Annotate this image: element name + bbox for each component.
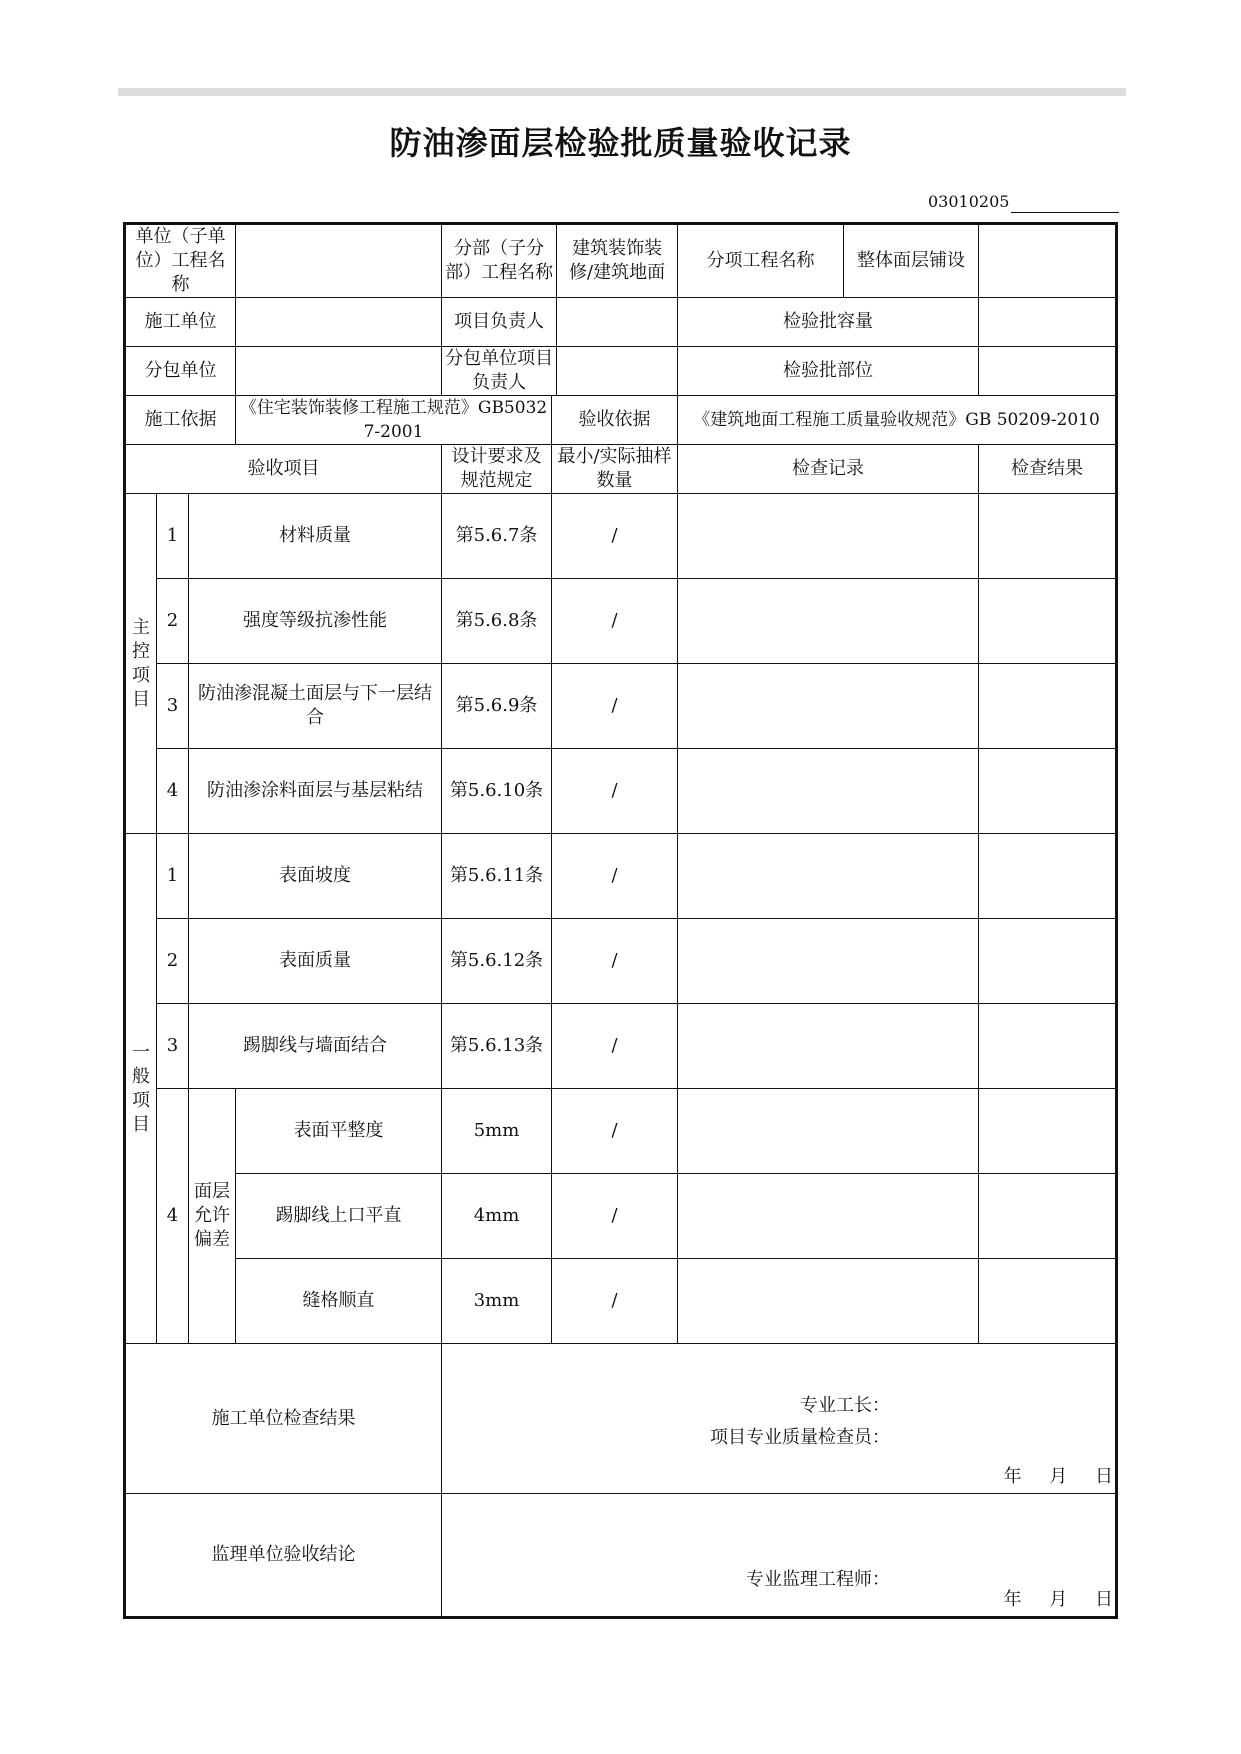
basis-label: 施工依据 bbox=[125, 396, 236, 445]
item-result[interactable] bbox=[979, 834, 1117, 919]
subitem-value-extra bbox=[979, 224, 1117, 298]
item-name: 表面质量 bbox=[189, 919, 442, 1004]
deviation-item-result[interactable] bbox=[979, 1259, 1117, 1344]
row-number: 1 bbox=[157, 494, 189, 579]
table-row bbox=[125, 664, 1117, 749]
table-row bbox=[125, 834, 1117, 919]
table-row bbox=[125, 749, 1117, 834]
deviation-item-name: 缝格顺直 bbox=[236, 1259, 442, 1344]
inspector-signature-label: 项目专业质量检查员： bbox=[710, 1427, 891, 1448]
capacity-value[interactable] bbox=[979, 298, 1117, 347]
division-value[interactable]: 建筑装饰装修/建筑地面 bbox=[569, 238, 666, 283]
acceptance-label: 验收依据 bbox=[552, 396, 678, 445]
form-code: 03010205 bbox=[928, 192, 1010, 211]
form-code-underline bbox=[1011, 212, 1119, 213]
contractor-value[interactable] bbox=[236, 298, 442, 347]
item-result[interactable] bbox=[979, 1004, 1117, 1089]
item-sample[interactable]: / bbox=[552, 579, 678, 664]
item-spec: 第5.6.7条 bbox=[442, 494, 552, 579]
pm-value[interactable] bbox=[557, 298, 677, 346]
unit-value[interactable] bbox=[236, 224, 442, 298]
top-divider bbox=[118, 88, 1126, 96]
sub-pm-label: 分包单位项目负责人 bbox=[442, 347, 557, 395]
contractor-check-area[interactable] bbox=[442, 1344, 1117, 1494]
deviation-item-spec: 4mm bbox=[442, 1174, 552, 1259]
table-row bbox=[125, 1004, 1117, 1089]
item-name: 表面坡度 bbox=[189, 834, 442, 919]
deviation-item-name: 表面平整度 bbox=[236, 1089, 442, 1174]
supervisor-date: 年 月 日 bbox=[1003, 1589, 1114, 1610]
division-label: 分部（子分部）工程名称 bbox=[442, 225, 557, 297]
item-result[interactable] bbox=[979, 919, 1117, 1004]
item-record[interactable] bbox=[678, 664, 979, 749]
item-record[interactable] bbox=[678, 749, 979, 834]
deviation-item-result[interactable] bbox=[979, 1174, 1117, 1259]
col-item-header: 验收项目 bbox=[125, 445, 442, 494]
pm-label: 项目负责人 bbox=[442, 298, 557, 346]
deviation-item-sample[interactable]: / bbox=[552, 1089, 678, 1174]
subitem-label: 分项工程名称 bbox=[678, 225, 844, 297]
row-number: 3 bbox=[157, 664, 189, 749]
item-spec: 第5.6.9条 bbox=[442, 664, 552, 749]
item-name: 踢脚线与墙面结合 bbox=[189, 1004, 442, 1089]
item-spec: 第5.6.12条 bbox=[442, 919, 552, 1004]
item-sample[interactable]: / bbox=[552, 664, 678, 749]
item-record[interactable] bbox=[678, 919, 979, 1004]
item-sample[interactable]: / bbox=[552, 834, 678, 919]
item-sample[interactable]: / bbox=[552, 919, 678, 1004]
contractor-label: 施工单位 bbox=[125, 298, 236, 347]
item-record[interactable] bbox=[678, 494, 979, 579]
main-control-label: 主控项目 bbox=[125, 494, 157, 834]
item-sample[interactable]: / bbox=[552, 494, 678, 579]
deviation-item-record[interactable] bbox=[678, 1089, 979, 1174]
col-sample-header: 最小/实际抽样数量 bbox=[552, 445, 678, 494]
deviation-item-spec: 5mm bbox=[442, 1089, 552, 1174]
deviation-item-name: 踢脚线上口平直 bbox=[236, 1174, 442, 1259]
subcontractor-label: 分包单位 bbox=[125, 347, 236, 396]
deviation-item-record[interactable] bbox=[678, 1174, 979, 1259]
deviation-item-spec: 3mm bbox=[442, 1259, 552, 1344]
sub-pm-value[interactable] bbox=[557, 347, 677, 395]
col-record-header: 检查记录 bbox=[678, 445, 979, 494]
table-row bbox=[125, 579, 1117, 664]
contractor-check-label: 施工单位检查结果 bbox=[125, 1344, 442, 1494]
deviation-item-sample[interactable]: / bbox=[552, 1259, 678, 1344]
item-name: 防油渗涂料面层与基层粘结 bbox=[189, 749, 442, 834]
item-name: 强度等级抗渗性能 bbox=[189, 579, 442, 664]
acceptance-value: 《建筑地面工程施工质量验收规范》GB 50209-2010 bbox=[678, 396, 1117, 445]
item-record[interactable] bbox=[678, 1004, 979, 1089]
basis-value: 《住宅装饰装修工程施工规范》GB50327-2001 bbox=[236, 396, 552, 445]
row-number: 3 bbox=[157, 1004, 189, 1089]
item-result[interactable] bbox=[979, 494, 1117, 579]
col-result-header: 检查结果 bbox=[979, 445, 1117, 494]
deviation-label: 面层允许偏差 bbox=[189, 1089, 236, 1344]
item-spec: 第5.6.11条 bbox=[442, 834, 552, 919]
item-record[interactable] bbox=[678, 579, 979, 664]
subitem-value[interactable]: 整体面层铺设 bbox=[857, 250, 966, 271]
item-sample[interactable]: / bbox=[552, 749, 678, 834]
item-name: 材料质量 bbox=[189, 494, 442, 579]
deviation-item-sample[interactable]: / bbox=[552, 1174, 678, 1259]
item-spec: 第5.6.8条 bbox=[442, 579, 552, 664]
row-number: 1 bbox=[157, 834, 189, 919]
page-title: 防油渗面层检验批质量验收记录 bbox=[389, 124, 852, 162]
row-number: 2 bbox=[157, 579, 189, 664]
item-result[interactable] bbox=[979, 664, 1117, 749]
deviation-item-record[interactable] bbox=[678, 1259, 979, 1344]
row-number: 2 bbox=[157, 919, 189, 1004]
unit-label: 单位（子单位）工程名称 bbox=[125, 224, 236, 298]
inspection-record-table bbox=[123, 222, 1118, 1619]
table-row bbox=[125, 1089, 1117, 1174]
table-row bbox=[125, 1174, 1117, 1259]
deviation-item-result[interactable] bbox=[979, 1089, 1117, 1174]
location-value[interactable] bbox=[979, 347, 1117, 396]
subcontractor-value[interactable] bbox=[236, 347, 442, 396]
supervisor-check-area[interactable] bbox=[442, 1494, 1117, 1618]
col-spec-header: 设计要求及规范规定 bbox=[442, 445, 552, 494]
row-number: 4 bbox=[157, 1089, 189, 1344]
item-record[interactable] bbox=[678, 834, 979, 919]
foreman-signature-label: 专业工长： bbox=[800, 1395, 891, 1416]
location-label: 检验批部位 bbox=[678, 347, 979, 396]
table-row bbox=[125, 494, 1117, 579]
row-number: 4 bbox=[157, 749, 189, 834]
item-result[interactable] bbox=[979, 579, 1117, 664]
item-sample[interactable]: / bbox=[552, 1004, 678, 1089]
engineer-signature-label: 专业监理工程师： bbox=[746, 1569, 891, 1590]
table-row bbox=[125, 1259, 1117, 1344]
item-result[interactable] bbox=[979, 749, 1117, 834]
item-name: 防油渗混凝土面层与下一层结合 bbox=[189, 664, 442, 749]
contractor-date: 年 月 日 bbox=[1003, 1466, 1114, 1487]
supervisor-check-label: 监理单位验收结论 bbox=[125, 1494, 442, 1618]
table-row bbox=[125, 919, 1117, 1004]
item-spec: 第5.6.13条 bbox=[442, 1004, 552, 1089]
item-spec: 第5.6.10条 bbox=[442, 749, 552, 834]
capacity-label: 检验批容量 bbox=[678, 298, 979, 347]
general-label: 一般项目 bbox=[125, 834, 157, 1344]
